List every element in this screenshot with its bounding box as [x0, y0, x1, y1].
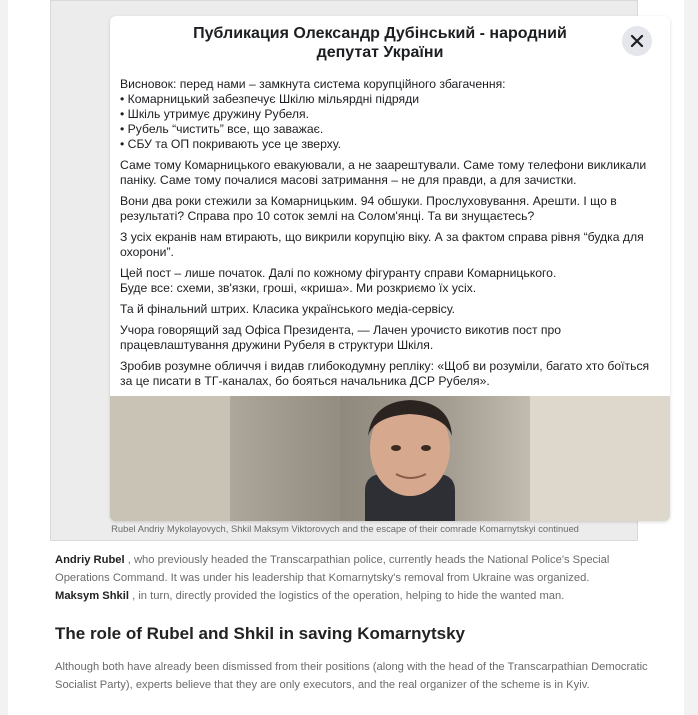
figure-caption: Rubel Andriy Mykolayovych, Shkil Maksym Viktorovych and the escape of their comrade Komarnytskyi continued [111, 523, 579, 534]
article-paragraph [55, 551, 655, 605]
article-paragraph: Although both have already been dismissed from their positions (along with the head of the Transcarpathian Democratic Socialist Party), experts believe that they are only executors, and the real organizer of the scheme is in Kyiv. [55, 661, 648, 691]
post-paragraph [120, 266, 660, 296]
post-paragraph [120, 77, 660, 152]
post-paragraph: Саме тому Комарницького евакуювали, а не заарештували. Саме тому телефони викликали паніку. Саме тому почалися масові затримання – не для правди, а для зачистки. [120, 158, 647, 187]
post-line: • СБУ та ОП покривають усе це зверху. [120, 137, 342, 151]
modal-title: Публикация Олександр Дубінський - народний депутат України [193, 25, 567, 61]
paragraph-text: , who previously headed the Transcarpathian police, currently heads the National Police's Special Operations Command. It was under his leadership that Komarnytsky's removal from Ukraine was organized. [55, 554, 610, 584]
facebook-post-modal [110, 16, 670, 521]
close-icon [630, 34, 644, 48]
post-paragraph: Зробив розумне обличчя і видав глибокодумну репліку: «Щоб ви розуміли, багато хто боїться за це писати в ТГ-каналах, бо бояться начальника ДСР Рубеля». [120, 359, 650, 388]
post-line: Буде все: схеми, зв'язки, гроші, «криша». Ми розкриємо їх усіх. [120, 281, 477, 295]
post-line: • Рубель “чистить” все, що заважає. [120, 122, 324, 136]
person-portrait-icon [110, 396, 670, 521]
post-line: • Комарницький забезпечує Шкілю мільярдні підряди [120, 92, 420, 106]
article-page [8, 0, 684, 715]
close-button[interactable] [622, 26, 652, 56]
post-paragraph: Та й фінальний штрих. Класика українського медіа-сервісу. [120, 302, 456, 316]
post-line: Висновок: перед нами – замкнута система корупційного збагачення: [120, 77, 506, 91]
post-line: Цей пост – лише початок. Далі по кожному фігуранту справи Комарницького. [120, 266, 557, 280]
section-heading: The role of Rubel and Shkil in saving Komarnytsky [55, 624, 465, 643]
person-name-rubel: Andriy Rubel [55, 554, 125, 566]
person-name-shkil: Maksym Shkil [55, 590, 129, 602]
article-figure [50, 0, 650, 541]
post-line: • Шкіль утримує дружину Рубеля. [120, 107, 310, 121]
paragraph-text: , in turn, directly provided the logistics of the operation, helping to hide the wanted man. [129, 590, 565, 602]
post-paragraph: Учора говорящий зад Офіса Президента, — Лачен урочисто викотив пост про працевлаштування дружини Рубеля в структури Шкіля. [120, 323, 562, 352]
post-photo [110, 396, 670, 521]
post-paragraph: З усіх екранів нам втирають, що викрили корупцію віку. А за фактом справа рівня “будка для охорони”. [120, 230, 644, 259]
post-body [120, 77, 660, 395]
post-paragraph: Вони два роки стежили за Комарницьким. 94 обшуки. Прослуховування. Арешти. І що в результаті? Справа про 10 соток землі на Солом'янці. Та ви знущаєтесь? [120, 194, 617, 223]
